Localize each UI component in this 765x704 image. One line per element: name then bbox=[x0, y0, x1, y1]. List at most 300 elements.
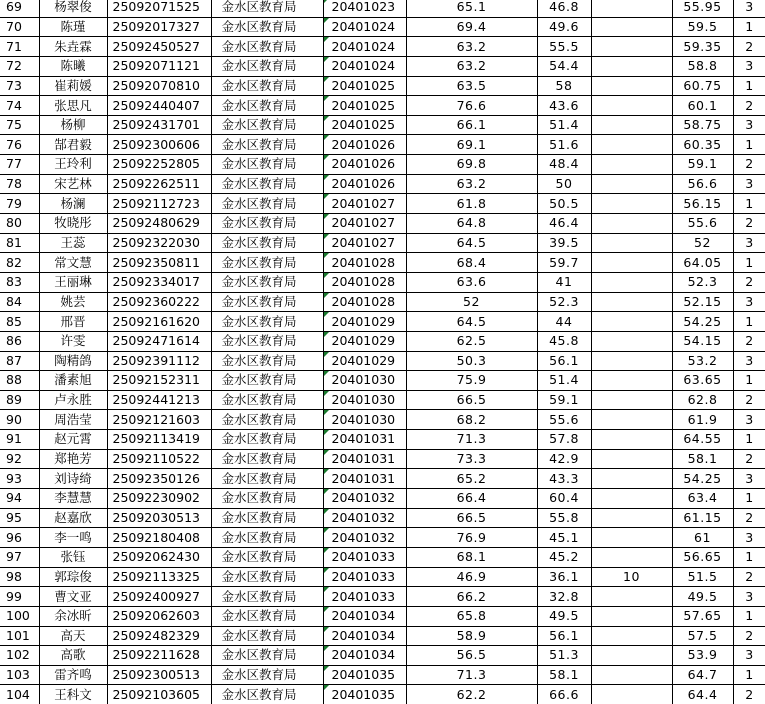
written-score-cell[interactable]: 64.5 bbox=[406, 312, 537, 332]
department-cell[interactable]: 金水区教育局 bbox=[211, 331, 323, 351]
name-cell[interactable]: 李一鸣 bbox=[39, 528, 107, 548]
total-score-cell[interactable]: 59.5 bbox=[672, 17, 733, 37]
exam-id-cell[interactable]: 25092152311 bbox=[107, 371, 211, 391]
rank-cell[interactable]: 3 bbox=[733, 351, 765, 371]
exam-id-cell[interactable]: 25092112723 bbox=[107, 194, 211, 214]
position-code-cell[interactable]: 20401028 bbox=[323, 292, 406, 312]
rank-cell[interactable]: 2 bbox=[733, 96, 765, 116]
written-score-cell[interactable]: 73.3 bbox=[406, 449, 537, 469]
row-number-cell[interactable]: 79 bbox=[0, 194, 39, 214]
bonus-score-cell[interactable] bbox=[591, 76, 672, 96]
written-score-cell[interactable]: 63.2 bbox=[406, 174, 537, 194]
name-cell[interactable]: 杨柳 bbox=[39, 115, 107, 135]
written-score-cell[interactable]: 65.2 bbox=[406, 469, 537, 489]
position-code-cell[interactable]: 20401027 bbox=[323, 233, 406, 253]
written-score-cell[interactable]: 68.2 bbox=[406, 410, 537, 430]
written-score-cell[interactable]: 63.2 bbox=[406, 37, 537, 57]
position-code-cell[interactable]: 20401025 bbox=[323, 115, 406, 135]
department-cell[interactable]: 金水区教育局 bbox=[211, 312, 323, 332]
total-score-cell[interactable]: 55.95 bbox=[672, 0, 733, 17]
rank-cell[interactable]: 2 bbox=[733, 37, 765, 57]
rank-cell[interactable]: 2 bbox=[733, 331, 765, 351]
name-cell[interactable]: 牧晓彤 bbox=[39, 214, 107, 234]
bonus-score-cell[interactable] bbox=[591, 194, 672, 214]
written-score-cell[interactable]: 68.1 bbox=[406, 547, 537, 567]
name-cell[interactable]: 王丽琳 bbox=[39, 272, 107, 292]
department-cell[interactable]: 金水区教育局 bbox=[211, 665, 323, 685]
row-number-cell[interactable]: 93 bbox=[0, 469, 39, 489]
exam-id-cell[interactable]: 25092180408 bbox=[107, 528, 211, 548]
exam-id-cell[interactable]: 25092103605 bbox=[107, 685, 211, 704]
position-code-cell[interactable]: 20401034 bbox=[323, 646, 406, 666]
rank-cell[interactable]: 2 bbox=[733, 390, 765, 410]
department-cell[interactable]: 金水区教育局 bbox=[211, 292, 323, 312]
total-score-cell[interactable]: 56.6 bbox=[672, 174, 733, 194]
row-number-cell[interactable]: 85 bbox=[0, 312, 39, 332]
exam-id-cell[interactable]: 25092471614 bbox=[107, 331, 211, 351]
exam-id-cell[interactable]: 25092062603 bbox=[107, 606, 211, 626]
position-code-cell[interactable]: 20401023 bbox=[323, 0, 406, 17]
bonus-score-cell[interactable] bbox=[591, 37, 672, 57]
total-score-cell[interactable]: 52 bbox=[672, 233, 733, 253]
exam-id-cell[interactable]: 25092110522 bbox=[107, 449, 211, 469]
row-number-cell[interactable]: 94 bbox=[0, 489, 39, 509]
bonus-score-cell[interactable] bbox=[591, 665, 672, 685]
name-cell[interactable]: 余冰昕 bbox=[39, 606, 107, 626]
position-code-cell[interactable]: 20401033 bbox=[323, 567, 406, 587]
row-number-cell[interactable]: 81 bbox=[0, 233, 39, 253]
name-cell[interactable]: 张思凡 bbox=[39, 96, 107, 116]
exam-id-cell[interactable]: 25092070810 bbox=[107, 76, 211, 96]
name-cell[interactable]: 刘诗绮 bbox=[39, 469, 107, 489]
exam-id-cell[interactable]: 25092161620 bbox=[107, 312, 211, 332]
total-score-cell[interactable]: 49.5 bbox=[672, 587, 733, 607]
name-cell[interactable]: 潘素旭 bbox=[39, 371, 107, 391]
rank-cell[interactable]: 1 bbox=[733, 135, 765, 155]
written-score-cell[interactable]: 46.9 bbox=[406, 567, 537, 587]
interview-score-cell[interactable]: 55.5 bbox=[537, 37, 591, 57]
interview-score-cell[interactable]: 55.8 bbox=[537, 508, 591, 528]
total-score-cell[interactable]: 53.2 bbox=[672, 351, 733, 371]
bonus-score-cell[interactable] bbox=[591, 253, 672, 273]
row-number-cell[interactable]: 87 bbox=[0, 351, 39, 371]
rank-cell[interactable]: 1 bbox=[733, 606, 765, 626]
written-score-cell[interactable]: 75.9 bbox=[406, 371, 537, 391]
bonus-score-cell[interactable] bbox=[591, 390, 672, 410]
rank-cell[interactable]: 3 bbox=[733, 56, 765, 76]
total-score-cell[interactable]: 60.35 bbox=[672, 135, 733, 155]
interview-score-cell[interactable]: 42.9 bbox=[537, 449, 591, 469]
name-cell[interactable]: 宋艺林 bbox=[39, 174, 107, 194]
interview-score-cell[interactable]: 51.4 bbox=[537, 371, 591, 391]
interview-score-cell[interactable]: 54.4 bbox=[537, 56, 591, 76]
total-score-cell[interactable]: 60.1 bbox=[672, 96, 733, 116]
written-score-cell[interactable]: 63.6 bbox=[406, 272, 537, 292]
department-cell[interactable]: 金水区教育局 bbox=[211, 449, 323, 469]
rank-cell[interactable]: 2 bbox=[733, 685, 765, 704]
interview-score-cell[interactable]: 44 bbox=[537, 312, 591, 332]
exam-id-cell[interactable]: 25092071525 bbox=[107, 0, 211, 17]
exam-id-cell[interactable]: 25092262511 bbox=[107, 174, 211, 194]
interview-score-cell[interactable]: 46.8 bbox=[537, 0, 591, 17]
name-cell[interactable]: 杨澜 bbox=[39, 194, 107, 214]
interview-score-cell[interactable]: 50.5 bbox=[537, 194, 591, 214]
bonus-score-cell[interactable] bbox=[591, 17, 672, 37]
bonus-score-cell[interactable] bbox=[591, 312, 672, 332]
department-cell[interactable]: 金水区教育局 bbox=[211, 214, 323, 234]
position-code-cell[interactable]: 20401027 bbox=[323, 214, 406, 234]
written-score-cell[interactable]: 76.9 bbox=[406, 528, 537, 548]
row-number-cell[interactable]: 76 bbox=[0, 135, 39, 155]
name-cell[interactable]: 雷齐鸣 bbox=[39, 665, 107, 685]
interview-score-cell[interactable]: 58.1 bbox=[537, 665, 591, 685]
total-score-cell[interactable]: 56.15 bbox=[672, 194, 733, 214]
rank-cell[interactable]: 1 bbox=[733, 430, 765, 450]
name-cell[interactable]: 张钰 bbox=[39, 547, 107, 567]
bonus-score-cell[interactable] bbox=[591, 626, 672, 646]
position-code-cell[interactable]: 20401031 bbox=[323, 449, 406, 469]
rank-cell[interactable]: 1 bbox=[733, 665, 765, 685]
bonus-score-cell[interactable] bbox=[591, 508, 672, 528]
position-code-cell[interactable]: 20401028 bbox=[323, 253, 406, 273]
name-cell[interactable]: 许雯 bbox=[39, 331, 107, 351]
department-cell[interactable]: 金水区教育局 bbox=[211, 351, 323, 371]
written-score-cell[interactable]: 61.8 bbox=[406, 194, 537, 214]
exam-id-cell[interactable]: 25092300606 bbox=[107, 135, 211, 155]
interview-score-cell[interactable]: 50 bbox=[537, 174, 591, 194]
bonus-score-cell[interactable] bbox=[591, 155, 672, 175]
rank-cell[interactable]: 1 bbox=[733, 253, 765, 273]
row-number-cell[interactable]: 92 bbox=[0, 449, 39, 469]
department-cell[interactable]: 金水区教育局 bbox=[211, 0, 323, 17]
rank-cell[interactable]: 3 bbox=[733, 292, 765, 312]
row-number-cell[interactable]: 69 bbox=[0, 0, 39, 17]
total-score-cell[interactable]: 63.65 bbox=[672, 371, 733, 391]
department-cell[interactable]: 金水区教育局 bbox=[211, 410, 323, 430]
exam-id-cell[interactable]: 25092334017 bbox=[107, 272, 211, 292]
rank-cell[interactable]: 2 bbox=[733, 567, 765, 587]
written-score-cell[interactable]: 65.1 bbox=[406, 0, 537, 17]
exam-id-cell[interactable]: 25092113419 bbox=[107, 430, 211, 450]
department-cell[interactable]: 金水区教育局 bbox=[211, 115, 323, 135]
bonus-score-cell[interactable] bbox=[591, 469, 672, 489]
rank-cell[interactable]: 2 bbox=[733, 508, 765, 528]
total-score-cell[interactable]: 61.15 bbox=[672, 508, 733, 528]
exam-id-cell[interactable]: 25092252805 bbox=[107, 155, 211, 175]
row-number-cell[interactable]: 70 bbox=[0, 17, 39, 37]
exam-id-cell[interactable]: 25092211628 bbox=[107, 646, 211, 666]
interview-score-cell[interactable]: 56.1 bbox=[537, 351, 591, 371]
total-score-cell[interactable]: 64.55 bbox=[672, 430, 733, 450]
exam-id-cell[interactable]: 25092400927 bbox=[107, 587, 211, 607]
department-cell[interactable]: 金水区教育局 bbox=[211, 17, 323, 37]
position-code-cell[interactable]: 20401033 bbox=[323, 547, 406, 567]
bonus-score-cell[interactable] bbox=[591, 685, 672, 704]
total-score-cell[interactable]: 57.5 bbox=[672, 626, 733, 646]
interview-score-cell[interactable]: 45.1 bbox=[537, 528, 591, 548]
row-number-cell[interactable]: 96 bbox=[0, 528, 39, 548]
bonus-score-cell[interactable] bbox=[591, 371, 672, 391]
interview-score-cell[interactable]: 45.2 bbox=[537, 547, 591, 567]
written-score-cell[interactable]: 66.5 bbox=[406, 390, 537, 410]
row-number-cell[interactable]: 104 bbox=[0, 685, 39, 704]
interview-score-cell[interactable]: 49.6 bbox=[537, 17, 591, 37]
rank-cell[interactable]: 1 bbox=[733, 76, 765, 96]
position-code-cell[interactable]: 20401034 bbox=[323, 606, 406, 626]
row-number-cell[interactable]: 77 bbox=[0, 155, 39, 175]
name-cell[interactable]: 赵嘉欣 bbox=[39, 508, 107, 528]
exam-id-cell[interactable]: 25092482329 bbox=[107, 626, 211, 646]
position-code-cell[interactable]: 20401026 bbox=[323, 174, 406, 194]
position-code-cell[interactable]: 20401030 bbox=[323, 371, 406, 391]
department-cell[interactable]: 金水区教育局 bbox=[211, 272, 323, 292]
total-score-cell[interactable]: 52.3 bbox=[672, 272, 733, 292]
interview-score-cell[interactable]: 51.3 bbox=[537, 646, 591, 666]
interview-score-cell[interactable]: 58 bbox=[537, 76, 591, 96]
rank-cell[interactable]: 3 bbox=[733, 646, 765, 666]
bonus-score-cell[interactable] bbox=[591, 0, 672, 17]
rank-cell[interactable]: 1 bbox=[733, 371, 765, 391]
interview-score-cell[interactable]: 57.8 bbox=[537, 430, 591, 450]
exam-id-cell[interactable]: 25092480629 bbox=[107, 214, 211, 234]
position-code-cell[interactable]: 20401026 bbox=[323, 155, 406, 175]
total-score-cell[interactable]: 64.4 bbox=[672, 685, 733, 704]
interview-score-cell[interactable]: 45.8 bbox=[537, 331, 591, 351]
position-code-cell[interactable]: 20401030 bbox=[323, 410, 406, 430]
name-cell[interactable]: 王玲利 bbox=[39, 155, 107, 175]
name-cell[interactable]: 周浩莹 bbox=[39, 410, 107, 430]
name-cell[interactable]: 高天 bbox=[39, 626, 107, 646]
exam-id-cell[interactable]: 25092017327 bbox=[107, 17, 211, 37]
exam-id-cell[interactable]: 25092431701 bbox=[107, 115, 211, 135]
interview-score-cell[interactable]: 48.4 bbox=[537, 155, 591, 175]
rank-cell[interactable]: 3 bbox=[733, 587, 765, 607]
written-score-cell[interactable]: 52 bbox=[406, 292, 537, 312]
total-score-cell[interactable]: 61.9 bbox=[672, 410, 733, 430]
bonus-score-cell[interactable] bbox=[591, 331, 672, 351]
written-score-cell[interactable]: 62.2 bbox=[406, 685, 537, 704]
position-code-cell[interactable]: 20401032 bbox=[323, 508, 406, 528]
row-number-cell[interactable]: 78 bbox=[0, 174, 39, 194]
name-cell[interactable]: 杨翠俊 bbox=[39, 0, 107, 17]
bonus-score-cell[interactable] bbox=[591, 214, 672, 234]
position-code-cell[interactable]: 20401026 bbox=[323, 135, 406, 155]
bonus-score-cell[interactable] bbox=[591, 430, 672, 450]
department-cell[interactable]: 金水区教育局 bbox=[211, 587, 323, 607]
written-score-cell[interactable]: 68.4 bbox=[406, 253, 537, 273]
rank-cell[interactable]: 1 bbox=[733, 194, 765, 214]
rank-cell[interactable]: 1 bbox=[733, 17, 765, 37]
position-code-cell[interactable]: 20401025 bbox=[323, 76, 406, 96]
exam-id-cell[interactable]: 25092121603 bbox=[107, 410, 211, 430]
row-number-cell[interactable]: 84 bbox=[0, 292, 39, 312]
bonus-score-cell[interactable] bbox=[591, 272, 672, 292]
position-code-cell[interactable]: 20401024 bbox=[323, 56, 406, 76]
written-score-cell[interactable]: 76.6 bbox=[406, 96, 537, 116]
row-number-cell[interactable]: 72 bbox=[0, 56, 39, 76]
position-code-cell[interactable]: 20401031 bbox=[323, 469, 406, 489]
department-cell[interactable]: 金水区教育局 bbox=[211, 174, 323, 194]
bonus-score-cell[interactable] bbox=[591, 351, 672, 371]
rank-cell[interactable]: 2 bbox=[733, 626, 765, 646]
total-score-cell[interactable]: 58.75 bbox=[672, 115, 733, 135]
total-score-cell[interactable]: 53.9 bbox=[672, 646, 733, 666]
position-code-cell[interactable]: 20401028 bbox=[323, 272, 406, 292]
row-number-cell[interactable]: 98 bbox=[0, 567, 39, 587]
written-score-cell[interactable]: 63.2 bbox=[406, 56, 537, 76]
rank-cell[interactable]: 3 bbox=[733, 115, 765, 135]
exam-id-cell[interactable]: 25092113325 bbox=[107, 567, 211, 587]
position-code-cell[interactable]: 20401034 bbox=[323, 626, 406, 646]
bonus-score-cell[interactable] bbox=[591, 96, 672, 116]
department-cell[interactable]: 金水区教育局 bbox=[211, 430, 323, 450]
position-code-cell[interactable]: 20401029 bbox=[323, 351, 406, 371]
bonus-score-cell[interactable]: 10 bbox=[591, 567, 672, 587]
total-score-cell[interactable]: 58.1 bbox=[672, 449, 733, 469]
row-number-cell[interactable]: 86 bbox=[0, 331, 39, 351]
position-code-cell[interactable]: 20401024 bbox=[323, 37, 406, 57]
bonus-score-cell[interactable] bbox=[591, 606, 672, 626]
row-number-cell[interactable]: 88 bbox=[0, 371, 39, 391]
department-cell[interactable]: 金水区教育局 bbox=[211, 371, 323, 391]
written-score-cell[interactable]: 63.5 bbox=[406, 76, 537, 96]
bonus-score-cell[interactable] bbox=[591, 410, 672, 430]
position-code-cell[interactable]: 20401025 bbox=[323, 96, 406, 116]
exam-id-cell[interactable]: 25092441213 bbox=[107, 390, 211, 410]
exam-id-cell[interactable]: 25092030513 bbox=[107, 508, 211, 528]
position-code-cell[interactable]: 20401030 bbox=[323, 390, 406, 410]
department-cell[interactable]: 金水区教育局 bbox=[211, 253, 323, 273]
total-score-cell[interactable]: 59.35 bbox=[672, 37, 733, 57]
department-cell[interactable]: 金水区教育局 bbox=[211, 626, 323, 646]
row-number-cell[interactable]: 89 bbox=[0, 390, 39, 410]
department-cell[interactable]: 金水区教育局 bbox=[211, 194, 323, 214]
interview-score-cell[interactable]: 36.1 bbox=[537, 567, 591, 587]
row-number-cell[interactable]: 100 bbox=[0, 606, 39, 626]
exam-id-cell[interactable]: 25092062430 bbox=[107, 547, 211, 567]
written-score-cell[interactable]: 69.8 bbox=[406, 155, 537, 175]
exam-id-cell[interactable]: 25092360222 bbox=[107, 292, 211, 312]
name-cell[interactable]: 陈瑾 bbox=[39, 17, 107, 37]
total-score-cell[interactable]: 51.5 bbox=[672, 567, 733, 587]
name-cell[interactable]: 郭琮俊 bbox=[39, 567, 107, 587]
name-cell[interactable]: 赵元霄 bbox=[39, 430, 107, 450]
exam-id-cell[interactable]: 25092300513 bbox=[107, 665, 211, 685]
position-code-cell[interactable]: 20401033 bbox=[323, 587, 406, 607]
department-cell[interactable]: 金水区教育局 bbox=[211, 646, 323, 666]
name-cell[interactable]: 陈曦 bbox=[39, 56, 107, 76]
department-cell[interactable]: 金水区教育局 bbox=[211, 390, 323, 410]
row-number-cell[interactable]: 82 bbox=[0, 253, 39, 273]
bonus-score-cell[interactable] bbox=[591, 292, 672, 312]
row-number-cell[interactable]: 75 bbox=[0, 115, 39, 135]
rank-cell[interactable]: 2 bbox=[733, 449, 765, 469]
exam-id-cell[interactable]: 25092230902 bbox=[107, 489, 211, 509]
interview-score-cell[interactable]: 56.1 bbox=[537, 626, 591, 646]
rank-cell[interactable]: 3 bbox=[733, 528, 765, 548]
written-score-cell[interactable]: 69.1 bbox=[406, 135, 537, 155]
rank-cell[interactable]: 2 bbox=[733, 155, 765, 175]
department-cell[interactable]: 金水区教育局 bbox=[211, 37, 323, 57]
interview-score-cell[interactable]: 43.3 bbox=[537, 469, 591, 489]
rank-cell[interactable]: 2 bbox=[733, 214, 765, 234]
total-score-cell[interactable]: 54.15 bbox=[672, 331, 733, 351]
department-cell[interactable]: 金水区教育局 bbox=[211, 469, 323, 489]
total-score-cell[interactable]: 60.75 bbox=[672, 76, 733, 96]
exam-id-cell[interactable]: 25092391112 bbox=[107, 351, 211, 371]
row-number-cell[interactable]: 91 bbox=[0, 430, 39, 450]
department-cell[interactable]: 金水区教育局 bbox=[211, 606, 323, 626]
row-number-cell[interactable]: 101 bbox=[0, 626, 39, 646]
position-code-cell[interactable]: 20401029 bbox=[323, 312, 406, 332]
bonus-score-cell[interactable] bbox=[591, 528, 672, 548]
exam-id-cell[interactable]: 25092071121 bbox=[107, 56, 211, 76]
rank-cell[interactable]: 1 bbox=[733, 312, 765, 332]
department-cell[interactable]: 金水区教育局 bbox=[211, 96, 323, 116]
rank-cell[interactable]: 3 bbox=[733, 469, 765, 489]
name-cell[interactable]: 姚芸 bbox=[39, 292, 107, 312]
written-score-cell[interactable]: 50.3 bbox=[406, 351, 537, 371]
total-score-cell[interactable]: 55.6 bbox=[672, 214, 733, 234]
row-number-cell[interactable]: 99 bbox=[0, 587, 39, 607]
interview-score-cell[interactable]: 59.7 bbox=[537, 253, 591, 273]
position-code-cell[interactable]: 20401024 bbox=[323, 17, 406, 37]
exam-id-cell[interactable]: 25092350126 bbox=[107, 469, 211, 489]
written-score-cell[interactable]: 64.5 bbox=[406, 233, 537, 253]
total-score-cell[interactable]: 59.1 bbox=[672, 155, 733, 175]
bonus-score-cell[interactable] bbox=[591, 449, 672, 469]
written-score-cell[interactable]: 71.3 bbox=[406, 665, 537, 685]
written-score-cell[interactable]: 56.5 bbox=[406, 646, 537, 666]
department-cell[interactable]: 金水区教育局 bbox=[211, 508, 323, 528]
rank-cell[interactable]: 3 bbox=[733, 233, 765, 253]
bonus-score-cell[interactable] bbox=[591, 233, 672, 253]
interview-score-cell[interactable]: 43.6 bbox=[537, 96, 591, 116]
row-number-cell[interactable]: 71 bbox=[0, 37, 39, 57]
exam-id-cell[interactable]: 25092322030 bbox=[107, 233, 211, 253]
department-cell[interactable]: 金水区教育局 bbox=[211, 155, 323, 175]
written-score-cell[interactable]: 69.4 bbox=[406, 17, 537, 37]
name-cell[interactable]: 高歌 bbox=[39, 646, 107, 666]
position-code-cell[interactable]: 20401035 bbox=[323, 665, 406, 685]
written-score-cell[interactable]: 66.5 bbox=[406, 508, 537, 528]
department-cell[interactable]: 金水区教育局 bbox=[211, 135, 323, 155]
interview-score-cell[interactable]: 41 bbox=[537, 272, 591, 292]
name-cell[interactable]: 朱垚霖 bbox=[39, 37, 107, 57]
total-score-cell[interactable]: 58.8 bbox=[672, 56, 733, 76]
row-number-cell[interactable]: 102 bbox=[0, 646, 39, 666]
written-score-cell[interactable]: 62.5 bbox=[406, 331, 537, 351]
name-cell[interactable]: 陶精鸽 bbox=[39, 351, 107, 371]
name-cell[interactable]: 李慧慧 bbox=[39, 489, 107, 509]
department-cell[interactable]: 金水区教育局 bbox=[211, 233, 323, 253]
bonus-score-cell[interactable] bbox=[591, 547, 672, 567]
bonus-score-cell[interactable] bbox=[591, 587, 672, 607]
position-code-cell[interactable]: 20401029 bbox=[323, 331, 406, 351]
row-number-cell[interactable]: 90 bbox=[0, 410, 39, 430]
bonus-score-cell[interactable] bbox=[591, 174, 672, 194]
interview-score-cell[interactable]: 32.8 bbox=[537, 587, 591, 607]
name-cell[interactable]: 郜君毅 bbox=[39, 135, 107, 155]
row-number-cell[interactable]: 83 bbox=[0, 272, 39, 292]
row-number-cell[interactable]: 103 bbox=[0, 665, 39, 685]
name-cell[interactable]: 邢晋 bbox=[39, 312, 107, 332]
total-score-cell[interactable]: 57.65 bbox=[672, 606, 733, 626]
written-score-cell[interactable]: 71.3 bbox=[406, 430, 537, 450]
total-score-cell[interactable]: 63.4 bbox=[672, 489, 733, 509]
interview-score-cell[interactable]: 51.4 bbox=[537, 115, 591, 135]
written-score-cell[interactable]: 58.9 bbox=[406, 626, 537, 646]
